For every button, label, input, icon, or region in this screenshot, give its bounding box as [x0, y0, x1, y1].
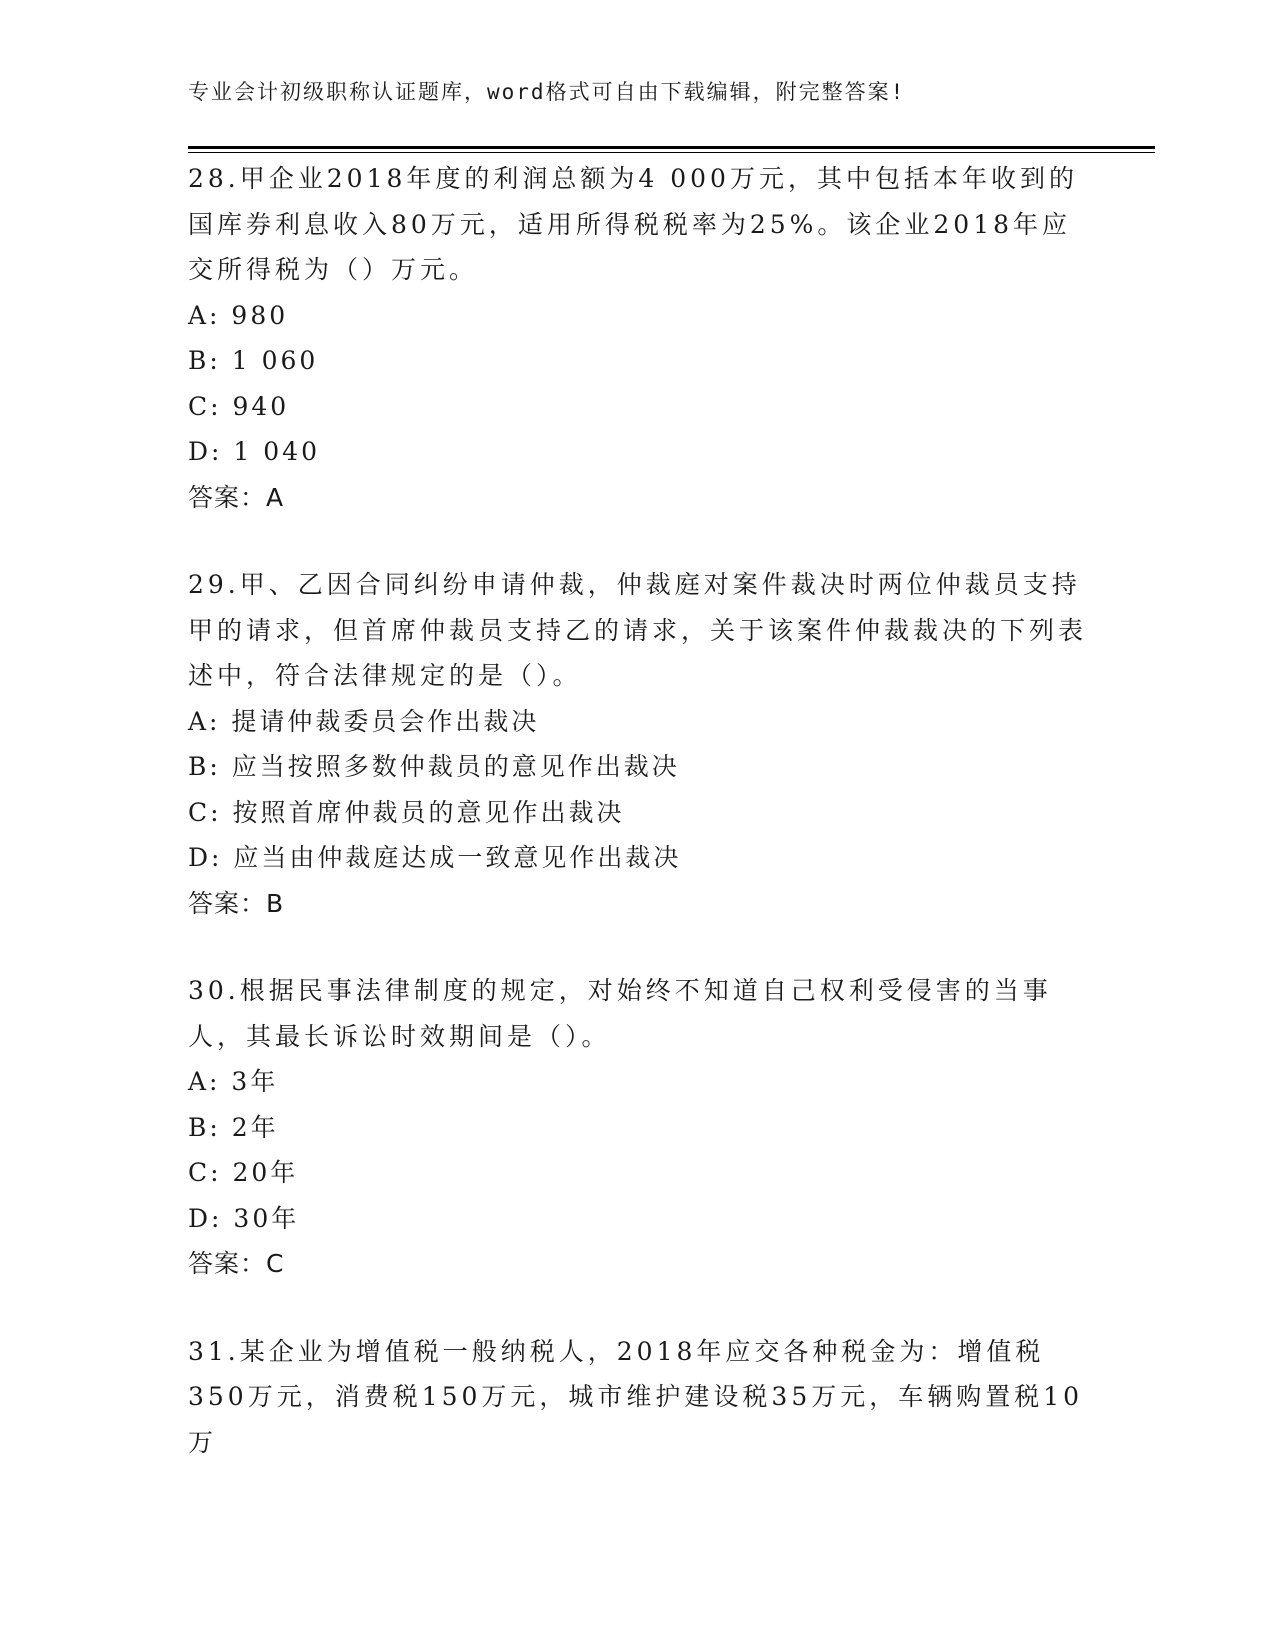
option-d: D: 应当由仲裁庭达成一致意见作出裁决 [188, 843, 682, 872]
answer: 答案：A [188, 482, 285, 512]
question-stem: 29.甲、乙因合同纠纷申请仲裁，仲裁庭对案件裁决时两位仲裁员支持甲的请求，但首席仲裁员支持乙的请求，关于该案件仲裁裁决的下列表述中，符合法律规定的是（）。 [188, 570, 1088, 690]
header-rule [188, 146, 1155, 149]
option-a: A: 提请仲裁委员会作出裁决 [188, 706, 540, 736]
option-d: D: 1 040 [188, 437, 320, 466]
question-29 [188, 562, 1088, 926]
answer: 答案：C [188, 1249, 285, 1278]
question-list [188, 156, 1088, 1507]
option-c: C: 按照首席仲裁员的意见作出裁决 [188, 797, 625, 827]
option-b: B: 2年 [188, 1112, 279, 1142]
option-b: B: 1 060 [188, 346, 319, 375]
answer: 答案：B [188, 888, 285, 918]
option-c: C: 20年 [188, 1158, 299, 1187]
page-header: 专业会计初级职称认证题库，word格式可自由下载编辑，附完整答案! [188, 80, 906, 104]
question-stem: 30.根据民事法律制度的规定，对始终不知道自己权利受侵害的当事人，其最长诉讼时效期间是（）。 [188, 976, 1052, 1051]
option-c: C: 940 [188, 391, 290, 421]
question-30 [188, 968, 1088, 1287]
option-d: D: 30年 [188, 1203, 300, 1233]
option-a: A: 980 [188, 300, 289, 330]
question-stem: 28.甲企业2018年度的利润总额为4 000万元，其中包括本年收到的国库券利息收入80万元，适用所得税税率为25%。该企业2018年应交所得税为（）万元。 [188, 164, 1078, 284]
question-28 [188, 156, 1088, 520]
question-31 [188, 1329, 1088, 1466]
question-stem: 31.某企业为增值税一般纳税人，2018年应交各种税金为：增值税350万元，消费税150万元，城市维护建设税35万元，车辆购置税10万 [188, 1336, 1084, 1457]
header-rule-thin [188, 152, 1155, 153]
option-b: B: 应当按照多数仲裁员的意见作出裁决 [188, 752, 680, 781]
option-a: A: 3年 [188, 1067, 279, 1096]
